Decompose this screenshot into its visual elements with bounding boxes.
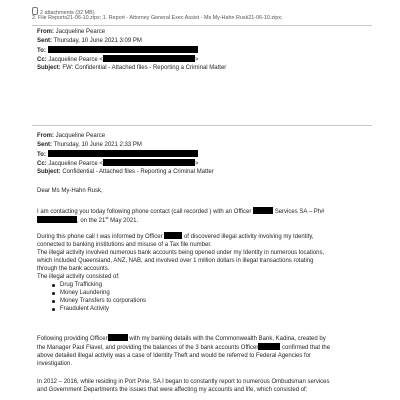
redaction-bar [37,216,77,223]
attachment-file-list[interactable]: 2. File Reports21-06-10.zipx; 1. Report - Attorney General Exec Assist - Ms My-Hahn Rusk21-06-10.zipx; [32,15,283,21]
cc-value: Jacqueline Pearce < [48,161,103,167]
paragraph-banking-details: Following providing Officer with my banking details with the Commonwealth Bank, Kadina, created by the Manager Paul Flavel, and providing the balances of the 3 bank accounts Officer confirmed that the above detailed illegal activity was a case of Identity Theft and would be referred to Federal Agencies for investigation. [37,336,331,367]
redaction-bar [103,55,195,62]
subject-value: FW: Confidential - Attached files - Reporting a Criminal Matter [62,65,227,71]
redaction-bar [258,343,280,350]
attachments-count: 2 attachments (32 MB) [40,10,95,16]
paragraph-port-pirie: In 2012 – 2016, while residing in Port Pirie, SA I began to constantly report to numerous Ombudsman services and Government Departments the issues that were affecting my accounts and life, which consisted of: [37,379,330,393]
letter-greeting: Dear Ms My-Hahn Rusk, [37,188,103,194]
divider [32,125,372,126]
from-value: Jacqueline Pearce [55,29,106,35]
redaction-bar [48,46,198,53]
redaction-bar [253,207,273,214]
cc-value: Jacqueline Pearce < [48,57,103,63]
list-item: Money Transfers to corporations [60,297,367,305]
redaction-bar [108,334,128,341]
list-item: Fraudulent Activity [60,305,367,313]
redaction-bar [164,232,182,239]
sent-value: Thursday, 10 June 2021 2:33 PM [53,142,142,148]
from-value: Jacqueline Pearce [55,133,106,139]
email-header-original: From: Jacqueline Pearce Sent: Thursday, 10 June 2021 2:33 PM To: Cc: Jacqueline Pearce < > Subject: Confidential - Attached files - Reporting a Criminal Matter [37,133,214,175]
list-item: Money Laundering [60,289,367,297]
sent-value: Thursday, 10 June 2021 3:09 PM [53,38,142,44]
paperclip-icon [32,7,38,15]
list-item: Drug Trafficking [60,281,367,289]
subject-value: Confidential - Attached files - Reporting a Criminal Matter [62,169,214,175]
paragraph-phone-call: During this phone call I was informed by Officer of discovered illegal activity involving my Identity, connected to banking institutions and misuse of a Tax file number. The illegal activity involved numerous bank accounts being opened under my Identity in numerous locations, which included Queensland, ANZ, NAB, and involved over 1 million dollars in illegal transactions rotating through the bank accounts. The illegal activity consisted of: Drug Trafficking Money Laundering Money Transfers to corporations Fraudulent Activity [37,232,367,313]
redaction-bar [48,150,198,157]
illegal-activity-list [37,281,367,313]
email-header-forward: From: Jacqueline Pearce Sent: Thursday, 10 June 2021 3:09 PM To: Cc: Jacqueline Pearce < > Subject: FW: Confidential - Attached files - Reporting a Criminal Matter [37,29,227,71]
paragraph-contact: I am contacting you today following phone contact (call recorded ) with an Officer Services SA – Ph# , on the 21st May 2021. [37,209,325,224]
divider [32,25,372,26]
redaction-bar [103,159,195,166]
